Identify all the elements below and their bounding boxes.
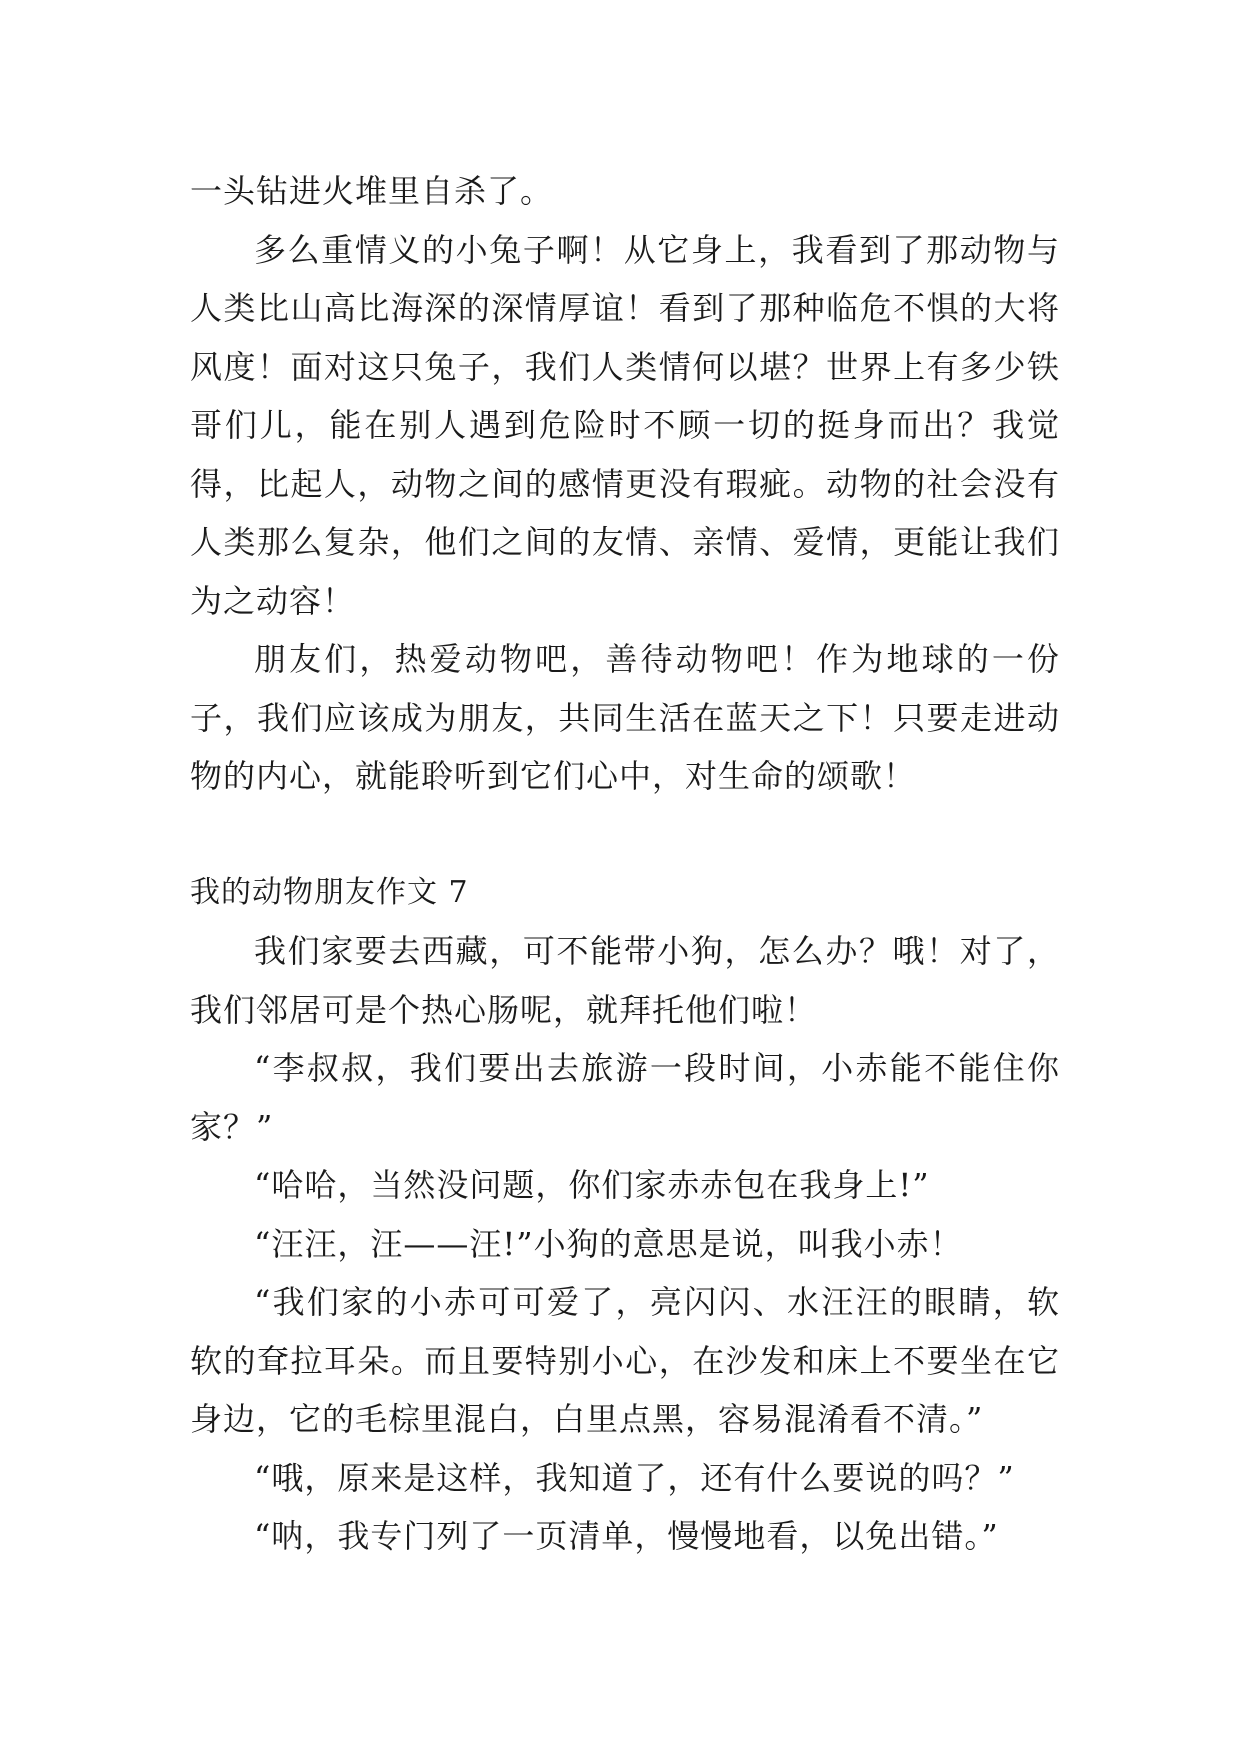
paragraph-continuation: 一头钻进火堆里自杀了。	[190, 172, 554, 210]
paragraph-dog-description: “我们家的小赤可可爱了，亮闪闪、水汪汪的眼睛，软软的耷拉耳朵。而且要特别小心，在沙发和床上不要坐在它身边，它的毛棕里混白，白里点黑，容易混淆看不清。”	[190, 1283, 1060, 1438]
paragraph-closing: 朋友们，热爱动物吧，善待动物吧！作为地球的一份子，我们应该成为朋友，共同生活在蓝天之下！只要走进动物的内心，就能聆听到它们心中，对生命的颂歌！	[190, 640, 1060, 795]
paragraph-reflection: 多么重情义的小兔子啊！从它身上，我看到了那动物与人类比山高比海深的深情厚谊！看到了那种临危不惧的大将风度！面对这只兔子，我们人类情何以堪？世界上有多少铁哥们儿，能在别人遇到危险时不顾一切的挺身而出？我觉得，比起人，动物之间的感情更没有瑕疵。动物的社会没有人类那么复杂，他们之间的友情、亲情、爱情，更能让我们为之动容！	[190, 230, 1060, 620]
paragraph-tibet-trip: 我们家要去西藏，可不能带小狗，怎么办？哦！对了，我们邻居可是个热心肠呢，就拜托他们啦！	[190, 932, 1060, 1029]
paragraph-dialogue-ask: “李叔叔，我们要出去旅游一段时间，小赤能不能住你家？”	[190, 1049, 1060, 1146]
paragraph-dialogue-understood: “哦，原来是这样，我知道了，还有什么要说的吗？”	[254, 1458, 1015, 1497]
paragraph-checklist: “呐，我专门列了一页清单，慢慢地看，以免出错。”	[254, 1517, 999, 1555]
paragraph-dialogue-reply: “哈哈，当然没问题，你们家赤赤包在我身上!”	[254, 1166, 930, 1204]
paragraph-dog-bark: “汪汪，汪——汪!”小狗的意思是说，叫我小赤！	[254, 1224, 963, 1263]
section-title: 我的动物朋友作文 7	[190, 874, 469, 910]
document-body	[190, 162, 1060, 1566]
